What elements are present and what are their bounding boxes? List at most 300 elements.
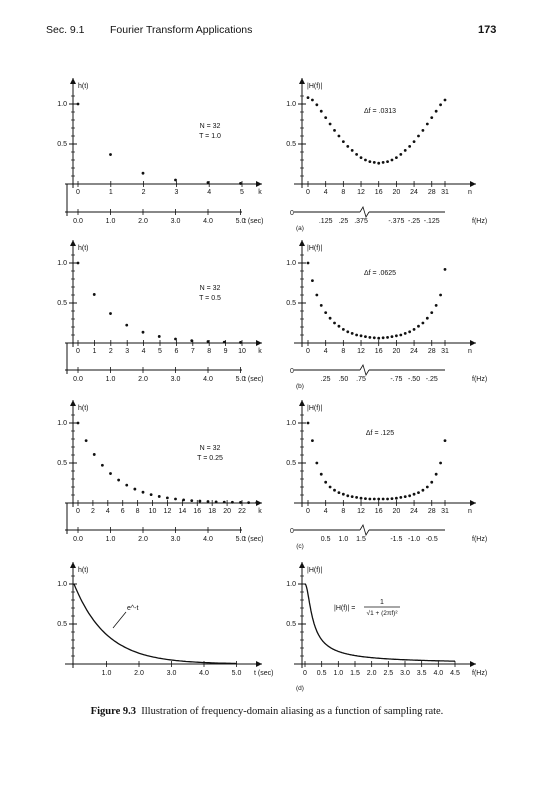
freq-2-data-point	[382, 498, 385, 501]
freq-2-data-point	[329, 486, 332, 489]
freq-2-n-label: 4	[323, 508, 328, 515]
time-0-data-point	[207, 181, 210, 184]
freq-2-n-label: 8	[341, 508, 346, 515]
freq-1-data-point	[444, 268, 447, 271]
freq-3-f-label: 4.5	[450, 670, 460, 677]
freq-2-data-point	[386, 498, 389, 501]
freq-0-data-point	[355, 153, 358, 156]
time-1-data-point	[77, 262, 80, 265]
time-3-ytick-label: 0.5	[57, 621, 67, 628]
freq-0-data-point	[360, 156, 363, 159]
freq-2-n-label: 12	[357, 508, 365, 515]
freq-0-n-label: 4	[323, 189, 328, 196]
freq-2-data-point	[417, 491, 420, 494]
freq-1-data-point	[338, 325, 341, 328]
time-1-data-point	[125, 324, 128, 327]
time-2-k-label: 22	[238, 508, 246, 515]
freq-0-f-label: -.375	[388, 218, 405, 225]
time-1-k-label: k	[258, 348, 262, 355]
freq-1-data-point	[368, 336, 371, 339]
freq-1-ytick-label: 1.0	[286, 260, 296, 267]
time-1-k-label: 8	[207, 348, 212, 355]
freq-0-data-point	[430, 116, 433, 119]
freq-2-f-label: 0	[290, 528, 294, 535]
freq-1-data-point	[417, 325, 420, 328]
freq-2-data-point	[408, 494, 411, 497]
freq-1-data-point	[391, 335, 394, 338]
time-2-param: N = 32	[199, 445, 221, 452]
time-3-ytick-label: 1.0	[57, 581, 67, 588]
freq-2-data-point	[338, 491, 341, 494]
freq-0-n-label: n	[468, 189, 472, 196]
freq-0-data-point	[320, 110, 323, 113]
freq-2-f-label: 1.5	[356, 536, 366, 543]
freq-2-f-label: 1.0	[338, 536, 349, 543]
freq-2-n-label: 24	[410, 508, 418, 515]
time-2-data-point	[231, 501, 234, 504]
freq-2-data-point	[364, 497, 367, 500]
freq-2-n-label: 31	[441, 508, 449, 515]
time-0-data-point	[174, 179, 177, 182]
freq-2-data-point	[422, 489, 425, 492]
freq-1-data-point	[355, 334, 358, 337]
time-1-data-point	[207, 340, 210, 343]
time-3-ylabel: h(t)	[78, 567, 89, 574]
freq-2-data-point	[315, 462, 318, 465]
time-3-curve-label: e^-t	[127, 605, 139, 612]
freq-1-n-label: n	[468, 348, 472, 355]
time-1-k-label: 6	[174, 348, 179, 355]
freq-0-data-point	[413, 140, 416, 143]
time-1-k-label: 2	[108, 348, 113, 355]
time-3-x-arrow	[256, 661, 262, 667]
freq-3-ytick-label: 1.0	[286, 581, 296, 588]
freq-0-f-label: .375	[354, 218, 368, 225]
freq-2-x-arrow	[470, 500, 476, 506]
freq-0-n-label: 8	[341, 189, 346, 196]
freq-0-data-point	[364, 159, 367, 162]
time-0-k-label: k	[258, 189, 262, 196]
freq-3-x-arrow	[470, 661, 476, 667]
time-1-data-point	[109, 312, 112, 315]
freq-0-data-point	[399, 153, 402, 156]
freq-0-data-point	[408, 145, 411, 148]
freq-1-f-label: -.50	[408, 376, 421, 383]
freq-2-f-label: f(Hz)	[472, 536, 488, 543]
time-1-k-label: 4	[141, 348, 146, 355]
time-0-k-label: 4	[207, 189, 212, 196]
panel-label-3: (d)	[296, 685, 304, 692]
freq-2-data-point	[351, 495, 354, 498]
freq-1-data-point	[329, 317, 332, 320]
freq-2-f-label: -0.5	[425, 536, 438, 543]
time-2-k-label: 2	[90, 508, 95, 515]
time-3-t-label: 3.0	[166, 670, 177, 677]
time-0-k-label: 2	[141, 189, 146, 196]
freq-2-n-label: 16	[374, 508, 383, 515]
freq-2-data-point	[373, 498, 376, 501]
freq-2-data-point	[430, 481, 433, 484]
time-0-data-point	[77, 103, 80, 106]
time-1-k-label: 7	[190, 348, 195, 355]
time-2-k-label: 4	[105, 508, 110, 515]
time-2-k-label: 12	[163, 508, 172, 515]
time-2-t-label: 2.0	[138, 536, 148, 543]
freq-2-n-label: 20	[392, 508, 401, 515]
freq-0-data-point	[342, 140, 345, 143]
freq-2-data-point	[413, 493, 416, 496]
page-number: 173	[478, 24, 497, 36]
freq-2-data-point	[426, 486, 429, 489]
freq-2-data-point	[355, 496, 358, 499]
time-2-data-point	[207, 500, 210, 503]
time-1-data-point	[93, 293, 96, 296]
freq-3-f-label: 1.0	[333, 670, 344, 677]
time-2-k-label: 10	[148, 508, 157, 515]
freq-3-ylabel: |H(f)|	[307, 567, 323, 574]
freq-1-f-label: .25	[320, 376, 331, 383]
freq-1-data-point	[395, 334, 398, 337]
time-1-data-point	[223, 341, 226, 344]
panel-label-2: (c)	[296, 543, 304, 550]
time-2-k-label: 8	[135, 508, 140, 515]
freq-1-f-axis-break	[360, 365, 369, 375]
freq-1-n-label: 16	[374, 348, 383, 355]
time-1-t-label: 3.0	[170, 376, 181, 383]
freq-2-n-label: n	[468, 508, 472, 515]
freq-3-f-label: 2.5	[383, 670, 394, 677]
time-0-k-label: 0	[76, 189, 80, 196]
time-2-k-label: k	[258, 508, 262, 515]
freq-1-n-label: 0	[306, 348, 310, 355]
freq-0-data-point	[417, 135, 420, 138]
time-0-ytick-label: 1.0	[57, 101, 67, 108]
freq-2-data-point	[333, 489, 336, 492]
freq-1-data-point	[404, 332, 407, 335]
time-2-data-point	[77, 422, 80, 425]
freq-1-data-point	[422, 322, 425, 325]
time-2-data-point	[150, 493, 153, 496]
time-3-y-arrow	[70, 562, 76, 568]
freq-3-formula-lhs: |H(f)| =	[334, 605, 356, 612]
time-0-data-point	[109, 153, 112, 156]
freq-1-data-point	[382, 336, 385, 339]
time-1-y-arrow	[70, 240, 76, 246]
freq-0-f-label: .25	[338, 218, 349, 225]
time-0-t-label: 5.0	[235, 218, 246, 225]
time-3-t-label: t (sec)	[254, 670, 274, 677]
freq-1-f-label: -.25	[425, 376, 438, 383]
freq-1-data-point	[333, 322, 336, 325]
freq-0-data-point	[422, 129, 425, 132]
time-2-data-point	[182, 498, 185, 501]
time-2-t-label: 3.0	[170, 536, 181, 543]
time-2-data-point	[174, 498, 177, 501]
time-3-t-label: 2.0	[134, 670, 144, 677]
freq-0-data-point	[435, 110, 438, 113]
freq-1-n-label: 12	[357, 348, 365, 355]
freq-3-f-label: 0	[303, 670, 307, 677]
time-1-k-label: 0	[76, 348, 80, 355]
freq-0-data-point	[444, 99, 447, 102]
freq-0-n-label: 12	[357, 189, 365, 196]
freq-2-data-point	[307, 422, 310, 425]
time-1-t-label: 1.0	[105, 376, 116, 383]
time-2-data-point	[93, 453, 96, 456]
time-3-t-label: 1.0	[101, 670, 112, 677]
freq-1-data-point	[311, 279, 314, 282]
time-1-k-label: 10	[238, 348, 246, 355]
freq-1-data-point	[320, 304, 323, 307]
freq-1-data-point	[439, 294, 442, 297]
freq-0-data-point	[382, 161, 385, 164]
time-2-data-point	[247, 501, 250, 504]
freq-0-ytick-label: 1.0	[286, 101, 296, 108]
freq-3-curve	[305, 584, 455, 661]
freq-0-data-point	[338, 135, 341, 138]
freq-0-f-axis-break	[360, 207, 369, 217]
freq-0-n-label: 0	[306, 189, 310, 196]
freq-1-data-point	[307, 262, 310, 265]
time-0-t-label: 0.0	[73, 218, 83, 225]
time-1-k-label: 9	[223, 348, 228, 355]
freq-0-data-point	[351, 149, 354, 152]
time-1-k-label: 3	[125, 348, 130, 355]
time-1-param: N = 32	[199, 285, 221, 292]
freq-0-annotation: Δf = .0313	[363, 108, 397, 115]
time-0-k-label: 5	[240, 189, 244, 196]
freq-1-data-point	[342, 328, 345, 331]
time-1-k-label: 1	[92, 348, 97, 355]
freq-0-data-point	[377, 162, 380, 165]
figure-caption	[0, 706, 534, 717]
freq-1-data-point	[373, 336, 376, 339]
time-2-data-point	[142, 491, 145, 494]
freq-1-ytick-label: 0.5	[286, 300, 296, 307]
time-0-k-label: 1	[108, 189, 113, 196]
freq-0-data-point	[307, 96, 310, 99]
freq-0-n-label: 31	[441, 189, 449, 196]
freq-1-n-label: 20	[392, 348, 401, 355]
time-1-ytick-label: 1.0	[57, 260, 67, 267]
time-1-data-point	[142, 331, 145, 334]
time-0-t-label: t (sec)	[244, 218, 264, 225]
freq-0-data-point	[395, 156, 398, 159]
freq-1-ylabel: |H(f)|	[307, 245, 323, 252]
freq-3-formula-num: 1	[380, 599, 384, 606]
freq-2-data-point	[444, 439, 447, 442]
freq-0-f-label: -.25	[408, 218, 421, 225]
freq-3-f-label: 3.0	[400, 670, 410, 677]
panel-label-1: (b)	[296, 383, 304, 390]
freq-2-data-point	[377, 498, 380, 501]
freq-1-data-point	[386, 336, 389, 339]
time-3-t-label: 5.0	[231, 670, 242, 677]
freq-3-f-label: 3.5	[416, 670, 427, 677]
caption-text: Illustration of frequency-domain aliasing as a function of sampling rate.	[141, 706, 444, 717]
time-1-ylabel: h(t)	[78, 245, 89, 252]
time-2-data-point	[101, 464, 104, 467]
freq-1-y-arrow	[299, 240, 305, 246]
time-1-k-label: 5	[158, 348, 162, 355]
time-1-ytick-label: 0.5	[57, 300, 67, 307]
freq-1-f-label: .75	[356, 376, 366, 383]
time-0-y-arrow	[70, 78, 76, 84]
time-1-data-point	[190, 339, 193, 342]
time-2-param: T = 0.25	[197, 455, 223, 462]
freq-1-data-point	[413, 328, 416, 331]
time-0-x-arrow	[256, 181, 262, 187]
time-2-y-arrow	[70, 400, 76, 406]
freq-1-n-label: 24	[410, 348, 418, 355]
freq-1-data-point	[399, 334, 402, 337]
time-2-data-point	[158, 495, 161, 498]
freq-2-data-point	[404, 495, 407, 498]
time-2-data-point	[223, 501, 226, 504]
freq-1-f-label: 0	[290, 368, 294, 375]
time-2-k-label: 0	[76, 508, 80, 515]
freq-0-data-point	[329, 123, 332, 126]
freq-2-data-point	[311, 439, 314, 442]
freq-1-data-point	[360, 334, 363, 337]
freq-0-x-arrow	[470, 181, 476, 187]
time-2-t-label: 5.0	[235, 536, 246, 543]
freq-0-data-point	[311, 99, 314, 102]
time-1-t-label: 4.0	[203, 376, 213, 383]
freq-0-data-point	[373, 161, 376, 164]
freq-3-f-label: f(Hz)	[472, 670, 488, 677]
freq-0-f-label: f(Hz)	[472, 218, 488, 225]
time-3-curve-pointer	[113, 612, 126, 628]
freq-0-data-point	[333, 129, 336, 132]
freq-2-data-point	[399, 496, 402, 499]
time-2-data-point	[125, 484, 128, 487]
freq-1-data-point	[351, 332, 354, 335]
freq-0-n-label: 24	[410, 189, 418, 196]
freq-0-data-point	[324, 116, 327, 119]
time-2-t-label: 4.0	[203, 536, 213, 543]
freq-2-data-point	[324, 481, 327, 484]
freq-2-f-label: -1.0	[408, 536, 421, 543]
freq-2-data-point	[342, 493, 345, 496]
freq-3-ytick-label: 0.5	[286, 621, 296, 628]
freq-2-data-point	[360, 497, 363, 500]
freq-2-ylabel: |H(f)|	[307, 405, 323, 412]
freq-2-ytick-label: 1.0	[286, 420, 296, 427]
time-1-t-label: 0.0	[73, 376, 83, 383]
freq-3-f-label: 4.0	[433, 670, 444, 677]
time-1-data-point	[158, 335, 161, 338]
time-3-curve	[74, 584, 237, 664]
time-0-t-label: 2.0	[138, 218, 148, 225]
time-2-ylabel: h(t)	[78, 405, 89, 412]
freq-0-data-point	[426, 123, 429, 126]
freq-1-data-point	[315, 294, 318, 297]
freq-2-n-label: 0	[306, 508, 310, 515]
freq-0-n-label: 20	[392, 189, 401, 196]
panel-label-0: (a)	[296, 225, 304, 232]
freq-2-data-point	[346, 494, 349, 497]
freq-0-data-point	[439, 103, 442, 106]
freq-2-ytick-label: 0.5	[286, 460, 296, 467]
freq-2-f-label: -1.5	[390, 536, 403, 543]
time-2-data-point	[166, 496, 169, 499]
freq-2-data-point	[320, 473, 323, 476]
freq-3-y-arrow	[299, 562, 305, 568]
caption-label: Figure 9.3	[90, 706, 136, 717]
freq-2-f-label: 0.5	[320, 536, 331, 543]
time-1-x-arrow	[256, 340, 262, 346]
time-1-t-label: t (sec)	[244, 376, 264, 383]
freq-1-data-point	[408, 330, 411, 333]
time-0-param: N = 32	[199, 123, 221, 130]
freq-0-ylabel: |H(f)|	[307, 83, 323, 90]
freq-1-annotation: Δf = .0625	[363, 270, 397, 277]
freq-0-n-label: 28	[427, 189, 436, 196]
freq-1-n-label: 31	[441, 348, 449, 355]
freq-2-y-arrow	[299, 400, 305, 406]
time-2-ytick-label: 0.5	[57, 460, 67, 467]
freq-0-data-point	[368, 160, 371, 163]
time-0-t-label: 1.0	[105, 218, 116, 225]
freq-0-f-label: -.125	[423, 218, 440, 225]
section-label: Sec. 9.1	[46, 24, 85, 36]
freq-0-data-point	[315, 103, 318, 106]
freq-1-f-label: f(Hz)	[472, 376, 488, 383]
time-2-data-point	[239, 501, 242, 504]
freq-1-data-point	[430, 311, 433, 314]
freq-1-data-point	[324, 311, 327, 314]
freq-0-f-label: .125	[318, 218, 333, 225]
freq-0-f-label: 0	[290, 210, 294, 217]
freq-1-n-label: 8	[341, 348, 346, 355]
freq-2-f-axis-break	[360, 525, 369, 535]
freq-1-data-point	[435, 304, 438, 307]
freq-0-n-label: 16	[374, 189, 383, 196]
freq-1-x-arrow	[470, 340, 476, 346]
freq-1-data-point	[364, 335, 367, 338]
time-0-t-label: 4.0	[203, 218, 213, 225]
freq-3-f-label: 0.5	[316, 670, 327, 677]
freq-0-data-point	[391, 159, 394, 162]
freq-1-data-point	[426, 317, 429, 320]
freq-1-data-point	[346, 330, 349, 333]
time-2-t-label: t (sec)	[244, 536, 264, 543]
time-2-data-point	[255, 501, 258, 504]
time-0-t-label: 3.0	[170, 218, 181, 225]
time-0-ytick-label: 0.5	[57, 141, 67, 148]
time-2-k-label: 16	[193, 508, 202, 515]
freq-2-annotation: Δf = .125	[365, 430, 395, 437]
time-1-param: T = 0.5	[199, 295, 221, 302]
time-1-data-point	[239, 341, 242, 344]
freq-2-n-label: 28	[427, 508, 436, 515]
freq-2-data-point	[391, 497, 394, 500]
time-2-data-point	[215, 500, 218, 503]
time-2-k-label: 18	[208, 508, 217, 515]
time-2-k-label: 14	[178, 508, 187, 515]
running-title: Fourier Transform Applications	[110, 24, 253, 36]
time-0-ylabel: h(t)	[78, 83, 89, 90]
time-2-data-point	[85, 439, 88, 442]
freq-1-f-label: .50	[338, 376, 349, 383]
freq-2-data-point	[435, 473, 438, 476]
time-1-t-label: 5.0	[235, 376, 246, 383]
freq-2-data-point	[439, 462, 442, 465]
freq-0-ytick-label: 0.5	[286, 141, 296, 148]
freq-0-y-arrow	[299, 78, 305, 84]
time-2-k-label: 6	[120, 508, 125, 515]
